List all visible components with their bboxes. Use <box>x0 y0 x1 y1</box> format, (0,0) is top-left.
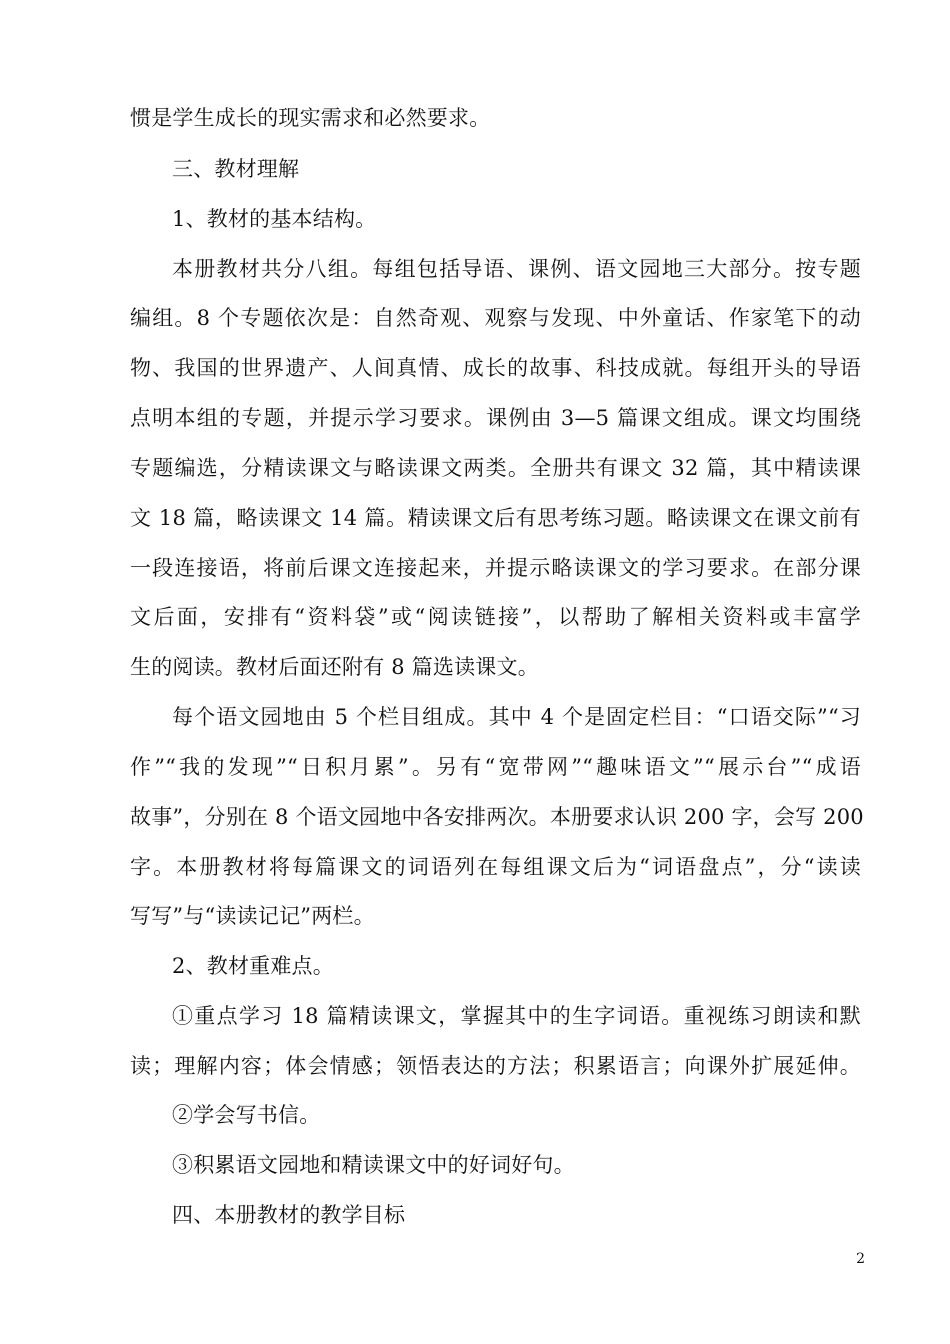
paragraph-line: 编组。8 个专题依次是：自然奇观、观察与发现、中外童话、作家笔下的动 <box>130 306 861 330</box>
list-item: ③积累语文园地和精读课文中的好词好句。 <box>172 1153 575 1177</box>
paragraph-line: 文后面，安排有“资料袋”或“阅读链接”，以帮助了解相关资料或丰富学 <box>130 605 861 629</box>
list-item: ②学会写书信。 <box>172 1103 321 1127</box>
paragraph-line: 专题编选，分精读课文与略读课文两类。全册共有课文 32 篇，其中精读课 <box>130 456 861 480</box>
list-item: ①重点学习 18 篇精读课文，掌握其中的生字词语。重视练习朗读和默 <box>172 1004 861 1028</box>
paragraph-line: 一段连接语，将前后课文连接起来，并提示略读课文的学习要求。在部分课 <box>130 556 861 580</box>
section-heading: 四、本册教材的教学目标 <box>172 1203 406 1227</box>
subsection-heading: 2、教材重难点。 <box>172 954 334 978</box>
paragraph-line: 惯是学生成长的现实需求和必然要求。 <box>130 106 491 130</box>
paragraph-line: 本册教材共分八组。每组包括导语、课例、语文园地三大部分。按专题 <box>172 257 861 281</box>
paragraph-line: 物、我国的世界遗产、人间真情、成长的故事、科技成就。每组开头的导语 <box>130 356 861 380</box>
paragraph-line: 文 18 篇，略读课文 14 篇。精读课文后有思考练习题。略读课文在课文前有 <box>130 506 861 530</box>
paragraph-line: 生的阅读。教材后面还附有 8 篇选读课文。 <box>130 655 539 679</box>
paragraph-line: 字。本册教材将每篇课文的词语列在每组课文后为“词语盘点”，分“读读 <box>130 855 861 879</box>
paragraph-line: 点明本组的专题，并提示学习要求。课例由 3—5 篇课文组成。课文均围绕 <box>130 406 861 430</box>
list-item-continuation: 读；理解内容；体会情感；领悟表达的方法；积累语言；向课外扩展延伸。 <box>130 1054 861 1078</box>
section-heading: 三、教材理解 <box>172 157 300 181</box>
subsection-heading: 1、教材的基本结构。 <box>172 207 377 231</box>
paragraph-line: 每个语文园地由 5 个栏目组成。其中 4 个是固定栏目：“口语交际”“习 <box>172 705 861 729</box>
paragraph-line: 故事”，分别在 8 个语文园地中各安排两次。本册要求认识 200 字，会写 200 <box>130 805 864 829</box>
paragraph-line: 写写”与“读读记记”两栏。 <box>130 904 375 928</box>
paragraph-line: 作”“我的发现”“日积月累”。另有“宽带网”“趣味语文”“展示台”“成语 <box>130 755 861 779</box>
page-number: 2 <box>856 1251 865 1267</box>
